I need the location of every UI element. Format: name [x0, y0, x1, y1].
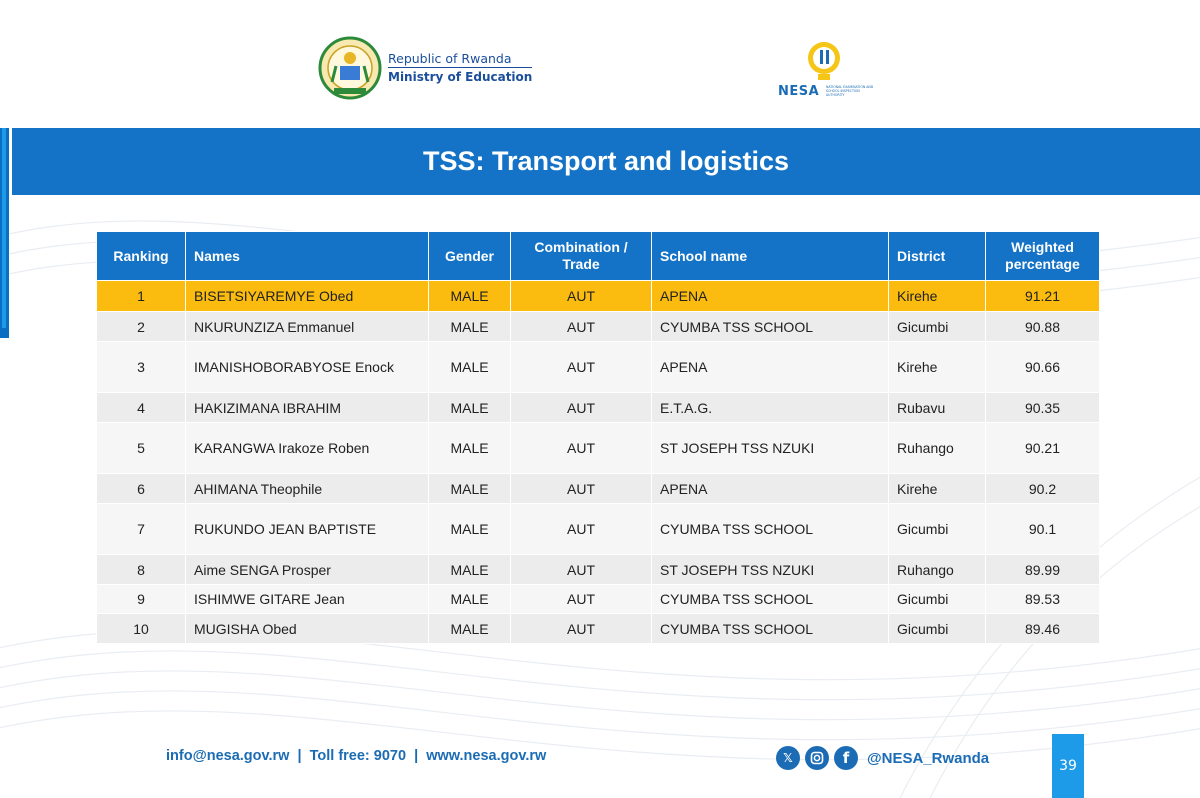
- facebook-icon[interactable]: f: [834, 746, 858, 770]
- cell-school: APENA: [652, 281, 889, 312]
- cell-gender: MALE: [429, 614, 511, 644]
- cell-district: Ruhango: [889, 555, 986, 585]
- page-number: 39: [1052, 734, 1084, 798]
- cell-ranking: 9: [97, 585, 186, 614]
- header-combination-trade: Combination / Trade: [511, 232, 652, 281]
- cell-percentage: 90.1: [986, 504, 1100, 555]
- cell-gender: MALE: [429, 393, 511, 423]
- ranking-table: [96, 231, 1100, 644]
- cell-school: CYUMBA TSS SCHOOL: [652, 312, 889, 342]
- rwanda-seal-icon: [318, 36, 382, 100]
- cell-ranking: 7: [97, 504, 186, 555]
- header-district: District: [889, 232, 986, 281]
- table-row: [97, 312, 1100, 342]
- cell-ranking: 6: [97, 474, 186, 504]
- header-gender: Gender: [429, 232, 511, 281]
- cell-district: Kirehe: [889, 342, 986, 393]
- cell-gender: MALE: [429, 423, 511, 474]
- nesa-subtitle: NATIONAL EXAMINATION AND SCHOOL INSPECTION AUTHORITY: [826, 85, 874, 97]
- cell-ranking: 2: [97, 312, 186, 342]
- cell-gender: MALE: [429, 555, 511, 585]
- org-line-ministry: Ministry of Education: [388, 67, 532, 86]
- cell-gender: MALE: [429, 585, 511, 614]
- cell-school: CYUMBA TSS SCHOOL: [652, 585, 889, 614]
- cell-gender: MALE: [429, 474, 511, 504]
- cell-gender: MALE: [429, 281, 511, 312]
- cell-school: E.T.A.G.: [652, 393, 889, 423]
- rwanda-ministry-logo: [318, 36, 532, 100]
- cell-percentage: 90.88: [986, 312, 1100, 342]
- cell-district: Kirehe: [889, 281, 986, 312]
- cell-ranking: 10: [97, 614, 186, 644]
- cell-percentage: 89.46: [986, 614, 1100, 644]
- cell-district: Gicumbi: [889, 504, 986, 555]
- table-row: [97, 504, 1100, 555]
- cell-ranking: 3: [97, 342, 186, 393]
- cell-name: KARANGWA Irakoze Roben: [186, 423, 429, 474]
- cell-school: CYUMBA TSS SCHOOL: [652, 614, 889, 644]
- cell-district: Gicumbi: [889, 312, 986, 342]
- cell-combination: AUT: [511, 504, 652, 555]
- social-handle[interactable]: @NESA_Rwanda: [867, 749, 990, 767]
- cell-name: HAKIZIMANA IBRAHIM: [186, 393, 429, 423]
- cell-percentage: 89.53: [986, 585, 1100, 614]
- cell-gender: MALE: [429, 504, 511, 555]
- cell-combination: AUT: [511, 281, 652, 312]
- cell-combination: AUT: [511, 393, 652, 423]
- cell-school: ST JOSEPH TSS NZUKI: [652, 423, 889, 474]
- cell-district: Gicumbi: [889, 585, 986, 614]
- page-title: TSS: Transport and logistics: [422, 146, 790, 176]
- nesa-wordmark: NESA: [778, 84, 820, 99]
- cell-gender: MALE: [429, 342, 511, 393]
- table-header-row: [97, 232, 1100, 281]
- cell-name: AHIMANA Theophile: [186, 474, 429, 504]
- cell-district: Ruhango: [889, 423, 986, 474]
- cell-school: APENA: [652, 474, 889, 504]
- social-links: [776, 746, 989, 770]
- header-school-name: School name: [652, 232, 889, 281]
- title-band: [12, 128, 1200, 195]
- header-logos: [0, 36, 1200, 116]
- cell-ranking: 8: [97, 555, 186, 585]
- cell-percentage: 90.2: [986, 474, 1100, 504]
- cell-name: MUGISHA Obed: [186, 614, 429, 644]
- cell-school: CYUMBA TSS SCHOOL: [652, 504, 889, 555]
- cell-combination: AUT: [511, 342, 652, 393]
- cell-district: Rubavu: [889, 393, 986, 423]
- cell-ranking: 5: [97, 423, 186, 474]
- cell-school: ST JOSEPH TSS NZUKI: [652, 555, 889, 585]
- nesa-bulb-icon: [778, 38, 878, 84]
- cell-name: NKURUNZIZA Emmanuel: [186, 312, 429, 342]
- header-weighted-percentage: Weighted percentage: [986, 232, 1100, 281]
- cell-percentage: 90.35: [986, 393, 1100, 423]
- cell-combination: AUT: [511, 423, 652, 474]
- cell-name: Aime SENGA Prosper: [186, 555, 429, 585]
- instagram-icon[interactable]: [805, 746, 829, 770]
- table-row: [97, 393, 1100, 423]
- nesa-logo: [778, 38, 878, 102]
- table-row: [97, 555, 1100, 585]
- cell-combination: AUT: [511, 614, 652, 644]
- table-row: [97, 585, 1100, 614]
- table-row: [97, 614, 1100, 644]
- left-accent-bar-inner: [2, 128, 6, 328]
- cell-combination: AUT: [511, 585, 652, 614]
- table-row: [97, 423, 1100, 474]
- cell-ranking: 4: [97, 393, 186, 423]
- cell-name: BISETSIYAREMYE Obed: [186, 281, 429, 312]
- table-row: [97, 474, 1100, 504]
- cell-school: APENA: [652, 342, 889, 393]
- cell-combination: AUT: [511, 312, 652, 342]
- header-names: Names: [186, 232, 429, 281]
- cell-district: Kirehe: [889, 474, 986, 504]
- cell-combination: AUT: [511, 474, 652, 504]
- footer-contact-info: info@nesa.gov.rw | Toll free: 9070 | www.nesa.gov.rw: [166, 748, 547, 764]
- x-icon[interactable]: 𝕏: [776, 746, 800, 770]
- cell-percentage: 90.66: [986, 342, 1100, 393]
- cell-district: Gicumbi: [889, 614, 986, 644]
- cell-gender: MALE: [429, 312, 511, 342]
- cell-percentage: 90.21: [986, 423, 1100, 474]
- cell-ranking: 1: [97, 281, 186, 312]
- cell-percentage: 89.99: [986, 555, 1100, 585]
- cell-name: RUKUNDO JEAN BAPTISTE: [186, 504, 429, 555]
- cell-name: ISHIMWE GITARE Jean: [186, 585, 429, 614]
- cell-combination: AUT: [511, 555, 652, 585]
- table-row: [97, 342, 1100, 393]
- cell-name: IMANISHOBORABYOSE Enock: [186, 342, 429, 393]
- cell-percentage: 91.21: [986, 281, 1100, 312]
- header-ranking: Ranking: [97, 232, 186, 281]
- table-row-top-ranked: [97, 281, 1100, 312]
- org-line-republic: Republic of Rwanda: [388, 51, 512, 66]
